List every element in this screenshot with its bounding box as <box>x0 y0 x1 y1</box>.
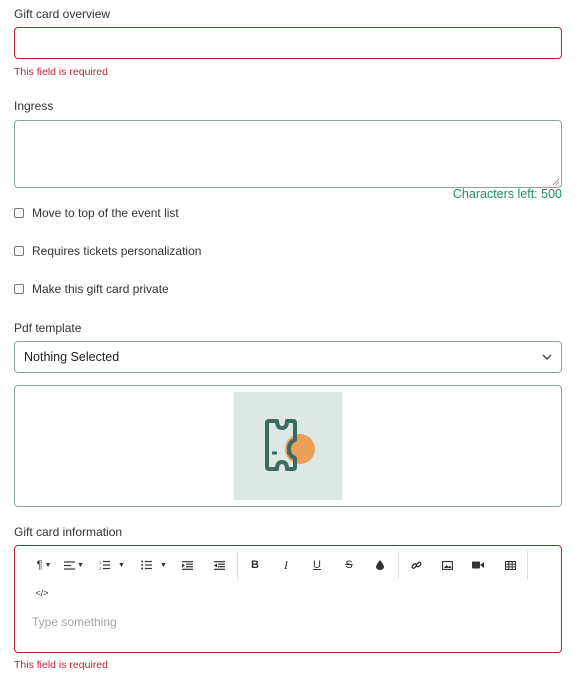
information-editor[interactable] <box>14 545 562 653</box>
outdent-button[interactable] <box>211 555 227 575</box>
requires-personalization-checkbox[interactable] <box>14 246 24 256</box>
requires-personalization-label: Requires tickets personalization <box>32 244 202 258</box>
option-private[interactable] <box>14 282 169 296</box>
pdf-template-select[interactable] <box>14 341 562 373</box>
unordered-list-icon <box>141 560 152 570</box>
option-requires-personalization[interactable] <box>14 244 201 258</box>
ingress-textarea[interactable] <box>14 120 562 188</box>
svg-text:1: 1 <box>99 560 102 565</box>
toolbar-separator <box>527 551 528 579</box>
indent-button[interactable] <box>179 555 195 575</box>
toolbar-separator <box>398 551 399 579</box>
caret-down-icon: ▼ <box>160 561 167 569</box>
ticket-icon <box>234 392 342 500</box>
bold-button[interactable] <box>247 555 263 575</box>
ordered-list-icon <box>99 560 110 570</box>
chevron-down-icon <box>542 353 552 361</box>
image-preview <box>234 392 342 500</box>
align-button[interactable] <box>63 555 85 575</box>
ordered-list-button[interactable] <box>97 555 127 575</box>
code-view-icon: </> <box>35 588 49 598</box>
image-upload-area[interactable] <box>14 385 562 507</box>
link-icon <box>411 560 422 571</box>
option-move-to-top[interactable] <box>14 206 179 220</box>
image-button[interactable] <box>439 555 455 575</box>
information-error: This field is required <box>14 659 108 671</box>
underline-button[interactable] <box>309 555 325 575</box>
editor-toolbar <box>15 555 561 577</box>
strikethrough-icon: S <box>345 559 353 571</box>
image-icon <box>442 561 453 570</box>
pdf-template-label: Pdf template <box>14 321 82 335</box>
strikethrough-button[interactable] <box>341 555 357 575</box>
underline-icon: U <box>313 559 321 571</box>
overview-error: This field is required <box>14 66 108 78</box>
outdent-icon <box>214 561 225 570</box>
color-icon <box>376 560 384 570</box>
caret-down-icon: ▼ <box>77 561 84 569</box>
pdf-template-selected: Nothing Selected <box>24 350 120 364</box>
code-view-button[interactable] <box>34 583 50 603</box>
move-to-top-checkbox[interactable] <box>14 208 24 218</box>
bold-icon: B <box>251 559 259 571</box>
table-icon <box>505 561 516 570</box>
unordered-list-button[interactable] <box>139 555 169 575</box>
italic-button[interactable] <box>278 555 294 575</box>
overview-input[interactable] <box>14 27 562 59</box>
align-icon <box>64 561 75 570</box>
resize-handle-icon[interactable] <box>552 178 560 186</box>
move-to-top-label: Move to top of the event list <box>32 206 179 220</box>
link-button[interactable] <box>408 555 424 575</box>
indent-icon <box>182 561 193 570</box>
paragraph-icon: ¶ <box>36 559 43 571</box>
ingress-label: Ingress <box>14 99 54 113</box>
caret-down-icon: ▼ <box>118 561 125 569</box>
svg-text:2: 2 <box>99 566 102 570</box>
italic-icon: I <box>284 557 288 572</box>
text-color-button[interactable] <box>372 555 388 575</box>
overview-label: Gift card overview <box>14 7 111 21</box>
information-label: Gift card information <box>14 525 123 539</box>
video-icon <box>472 561 484 569</box>
private-checkbox[interactable] <box>14 284 24 294</box>
caret-down-icon: ▼ <box>44 561 52 569</box>
information-placeholder: Type something <box>32 615 117 629</box>
table-button[interactable] <box>502 555 518 575</box>
toolbar-separator <box>237 551 238 579</box>
paragraph-style-button[interactable] <box>33 555 55 575</box>
video-button[interactable] <box>470 555 486 575</box>
ingress-counter: Characters left: 500 <box>452 187 562 201</box>
private-label: Make this gift card private <box>32 282 169 296</box>
